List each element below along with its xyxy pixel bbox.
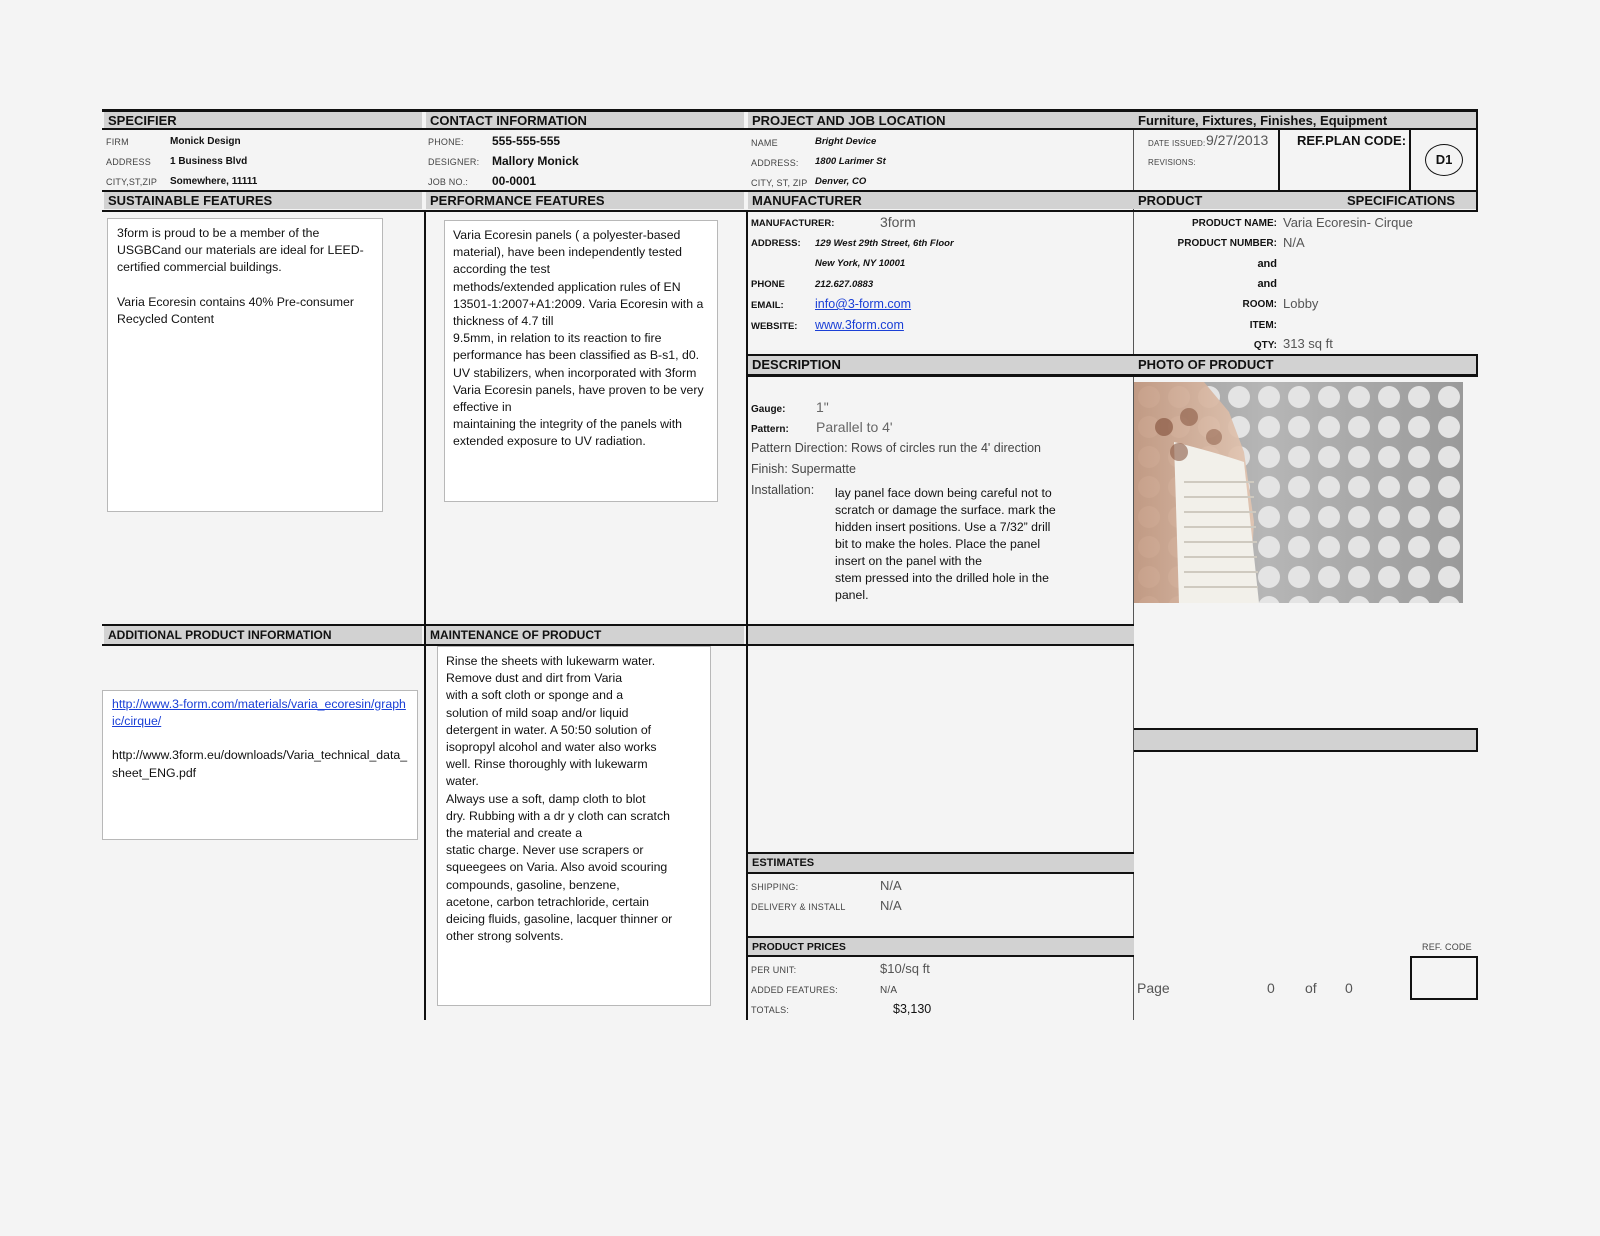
additional-link-2: http://www.3form.eu/downloads/Varia_technical_data_sheet_ENG.pdf: [112, 748, 408, 780]
date-issued-value: 9/27/2013: [1206, 132, 1269, 148]
totals-label: TOTALS:: [751, 1005, 790, 1015]
product-photo: [1134, 382, 1463, 603]
right-border-top: [1476, 109, 1478, 212]
mfr-phone-label: PHONE: [751, 279, 785, 290]
added-features-label: ADDED FEATURES:: [751, 985, 838, 995]
specifications-header-label: SPECIFICATIONS: [1347, 193, 1456, 208]
and-label-2: and: [1257, 278, 1277, 290]
right-blank-band: [1134, 728, 1478, 752]
mfr-email-link[interactable]: info@3-form.com: [815, 297, 912, 311]
additional-header: ADDITIONAL PRODUCT INFORMATION: [104, 626, 422, 644]
page-label: Page: [1137, 980, 1170, 996]
room-value: Lobby: [1283, 296, 1319, 311]
ref-plan-label: REF.PLAN CODE:: [1297, 133, 1407, 148]
mfr-address-label: ADDRESS:: [751, 238, 801, 249]
prices-header: PRODUCT PRICES: [748, 938, 1134, 955]
date-issued-label: DATE ISSUED:: [1148, 139, 1206, 148]
per-unit-label: PER UNIT:: [751, 965, 797, 975]
room-label: ROOM:: [1242, 299, 1277, 310]
pattern-label: Pattern:: [751, 424, 789, 435]
project-address-value: 1800 Larimer St: [815, 156, 886, 167]
sustainable-text: 3form is proud to be a member of the USGBCand our materials are ideal for LEED-certified commercial buildings. Varia Ecoresin contains 40% Pre-consumer Recycled Content: [107, 218, 383, 512]
col-divider-3: [1133, 212, 1134, 1020]
designer-value: Mallory Monick: [492, 154, 579, 168]
prices-rule-2: [747, 955, 1134, 957]
ffe-divider: [1278, 130, 1280, 192]
sustainable-header: SUSTAINABLE FEATURES: [104, 192, 422, 209]
delivery-value: N/A: [880, 898, 902, 913]
gauge-label: Gauge:: [751, 404, 786, 415]
maintenance-text: Rinse the sheets with lukewarm water. Remove dust and dirt from Varia with a soft cloth or sponge and a solution of mild soap and/or liquid detergent in water. A 50:50 solution of isopropyl alcohol and water also works well. Rinse thoroughly with lukewarm water. Always use a soft, damp cloth to blot dry. Rubbing with a dr y cloth can scratch the material and create a static charge. Never use scrapers or squeegees on Varia. Also avoid scouring compounds, gasoline, benzene, acetone, carbon tetrachloride, certain deicing fluids, gasoline, lacquer thinner or other strong solvents.: [437, 646, 711, 1006]
qty-label: QTY:: [1253, 340, 1277, 351]
installation-label: Installation:: [751, 483, 815, 497]
project-address-label: ADDRESS:: [751, 158, 799, 168]
per-unit-value: $10/sq ft: [880, 961, 930, 976]
product-header-label: PRODUCT: [1138, 193, 1203, 208]
address-label: ADDRESS: [106, 157, 151, 167]
revisions-label: REVISIONS:: [1148, 158, 1196, 167]
pattern-value: Parallel to 4': [816, 419, 893, 435]
additional-link-1[interactable]: http://www.3-form.com/materials/varia_ecoresin/graphic/cirque/: [112, 697, 406, 729]
manufacturer-header: MANUFACTURER: [748, 192, 1134, 209]
photo-header: PHOTO OF PRODUCT: [1134, 356, 1476, 374]
project-name-value: Bright Device: [815, 136, 877, 147]
city-label: CITY,ST,ZIP: [106, 177, 158, 187]
pattern-direction: Pattern Direction: Rows of circles run the 4' direction: [751, 441, 1042, 455]
project-header: PROJECT AND JOB LOCATION: [748, 112, 1134, 129]
firm-label: FIRM: [106, 137, 129, 147]
delivery-label: DELIVERY & INSTALL: [751, 902, 846, 912]
product-number-value: N/A: [1283, 235, 1305, 250]
city-value: Somewhere, 11111: [170, 176, 258, 187]
description-header: DESCRIPTION: [748, 356, 1134, 374]
col-divider-1: [424, 212, 426, 1020]
contact-header: CONTACT INFORMATION: [426, 112, 744, 129]
product-photo-art: [1134, 382, 1463, 603]
product-number-label: PRODUCT NUMBER:: [1177, 238, 1277, 249]
page-number: 0: [1267, 980, 1275, 996]
of-label: of: [1305, 980, 1317, 996]
ffe-header: Furniture, Fixtures, Finishes, Equipment: [1134, 112, 1476, 129]
qty-value: 313 sq ft: [1283, 336, 1333, 351]
added-features-value: N/A: [880, 985, 898, 996]
ffe-divider-2: [1409, 130, 1411, 192]
mfr-website-label: WEBSITE:: [751, 321, 798, 332]
product-name-value: Varia Ecoresin- Cirque: [1283, 215, 1413, 230]
firm-value: Monick Design: [170, 136, 241, 147]
ref-plan-code-badge: D1: [1425, 144, 1463, 176]
product-name-label: PRODUCT NAME:: [1192, 218, 1277, 229]
performance-header: PERFORMANCE FEATURES: [426, 192, 744, 209]
shipping-label: SHIPPING:: [751, 882, 799, 892]
and-label-1: and: [1257, 258, 1277, 270]
project-name-label: NAME: [751, 138, 778, 148]
estimates-header: ESTIMATES: [748, 854, 1134, 872]
mfr-address-line1: 129 West 29th Street, 6th Floor: [815, 238, 954, 249]
finish: Finish: Supermatte: [751, 462, 856, 476]
desc-rule-2: [747, 374, 1478, 377]
ref-code-label: REF. CODE: [1422, 942, 1472, 952]
top-rule-2: [102, 128, 1478, 130]
gauge-value: 1": [816, 399, 829, 415]
totals-value: $3,130: [893, 1002, 932, 1016]
project-city-value: Denver, CO: [815, 176, 867, 187]
page-total: 0: [1345, 980, 1353, 996]
mfr-label: MANUFACTURER:: [751, 218, 835, 229]
designer-label: DESIGNER:: [428, 157, 480, 167]
phone-label: PHONE:: [428, 137, 464, 147]
estimates-rule-2: [747, 872, 1134, 874]
col-divider-2: [746, 212, 748, 1020]
item-label: ITEM:: [1249, 320, 1277, 331]
installation-text: lay panel face down being careful not to scratch or damage the surface. mark the hidden insert positions. Use a 7/32” drill bit to make the holes. Place the panel insert on the panel with the stem pressed into the drilled hole in the panel.: [835, 486, 1056, 602]
additional-info-box: [102, 690, 418, 840]
ref-code-box: [1410, 956, 1478, 1000]
job-value: 00-0001: [492, 174, 537, 188]
mfr-address-line2: New York, NY 10001: [815, 258, 906, 269]
project-city-label: CITY, ST, ZIP: [751, 178, 808, 188]
mfr-website-link[interactable]: www.3form.com: [815, 318, 904, 332]
product-header: [1134, 192, 1476, 209]
right-border-photo: [1476, 354, 1478, 377]
section-rule-2: [102, 210, 1478, 212]
job-label: JOB NO.:: [428, 177, 469, 187]
specifier-header: SPECIFIER: [104, 112, 422, 129]
address-value: 1 Business Blvd: [170, 156, 248, 167]
maintenance-header: MAINTENANCE OF PRODUCT: [426, 626, 744, 644]
mfr-value: 3form: [880, 214, 916, 230]
phone-value: 555-555-555: [492, 134, 561, 148]
mfr-email-label: EMAIL:: [751, 300, 784, 311]
mfr-phone-value: 212.627.0883: [815, 279, 874, 290]
lower-blank-header: [748, 626, 1134, 644]
shipping-value: N/A: [880, 878, 902, 893]
performance-text: Varia Ecoresin panels ( a polyester-based material), have been independently tested according the test methods/extended application rules of EN 13501-1:2007+A1:2009. Varia Ecoresin with a thickness of 4.7 till 9.5mm, in relation to its reaction to fire performance has been classified as B-s1, d0. UV stabilizers, when incorporated with 3form Varia Ecoresin panels, have proven to be very effective in maintaining the integrity of the panels with extended exposure to UV radiation.: [444, 220, 718, 502]
